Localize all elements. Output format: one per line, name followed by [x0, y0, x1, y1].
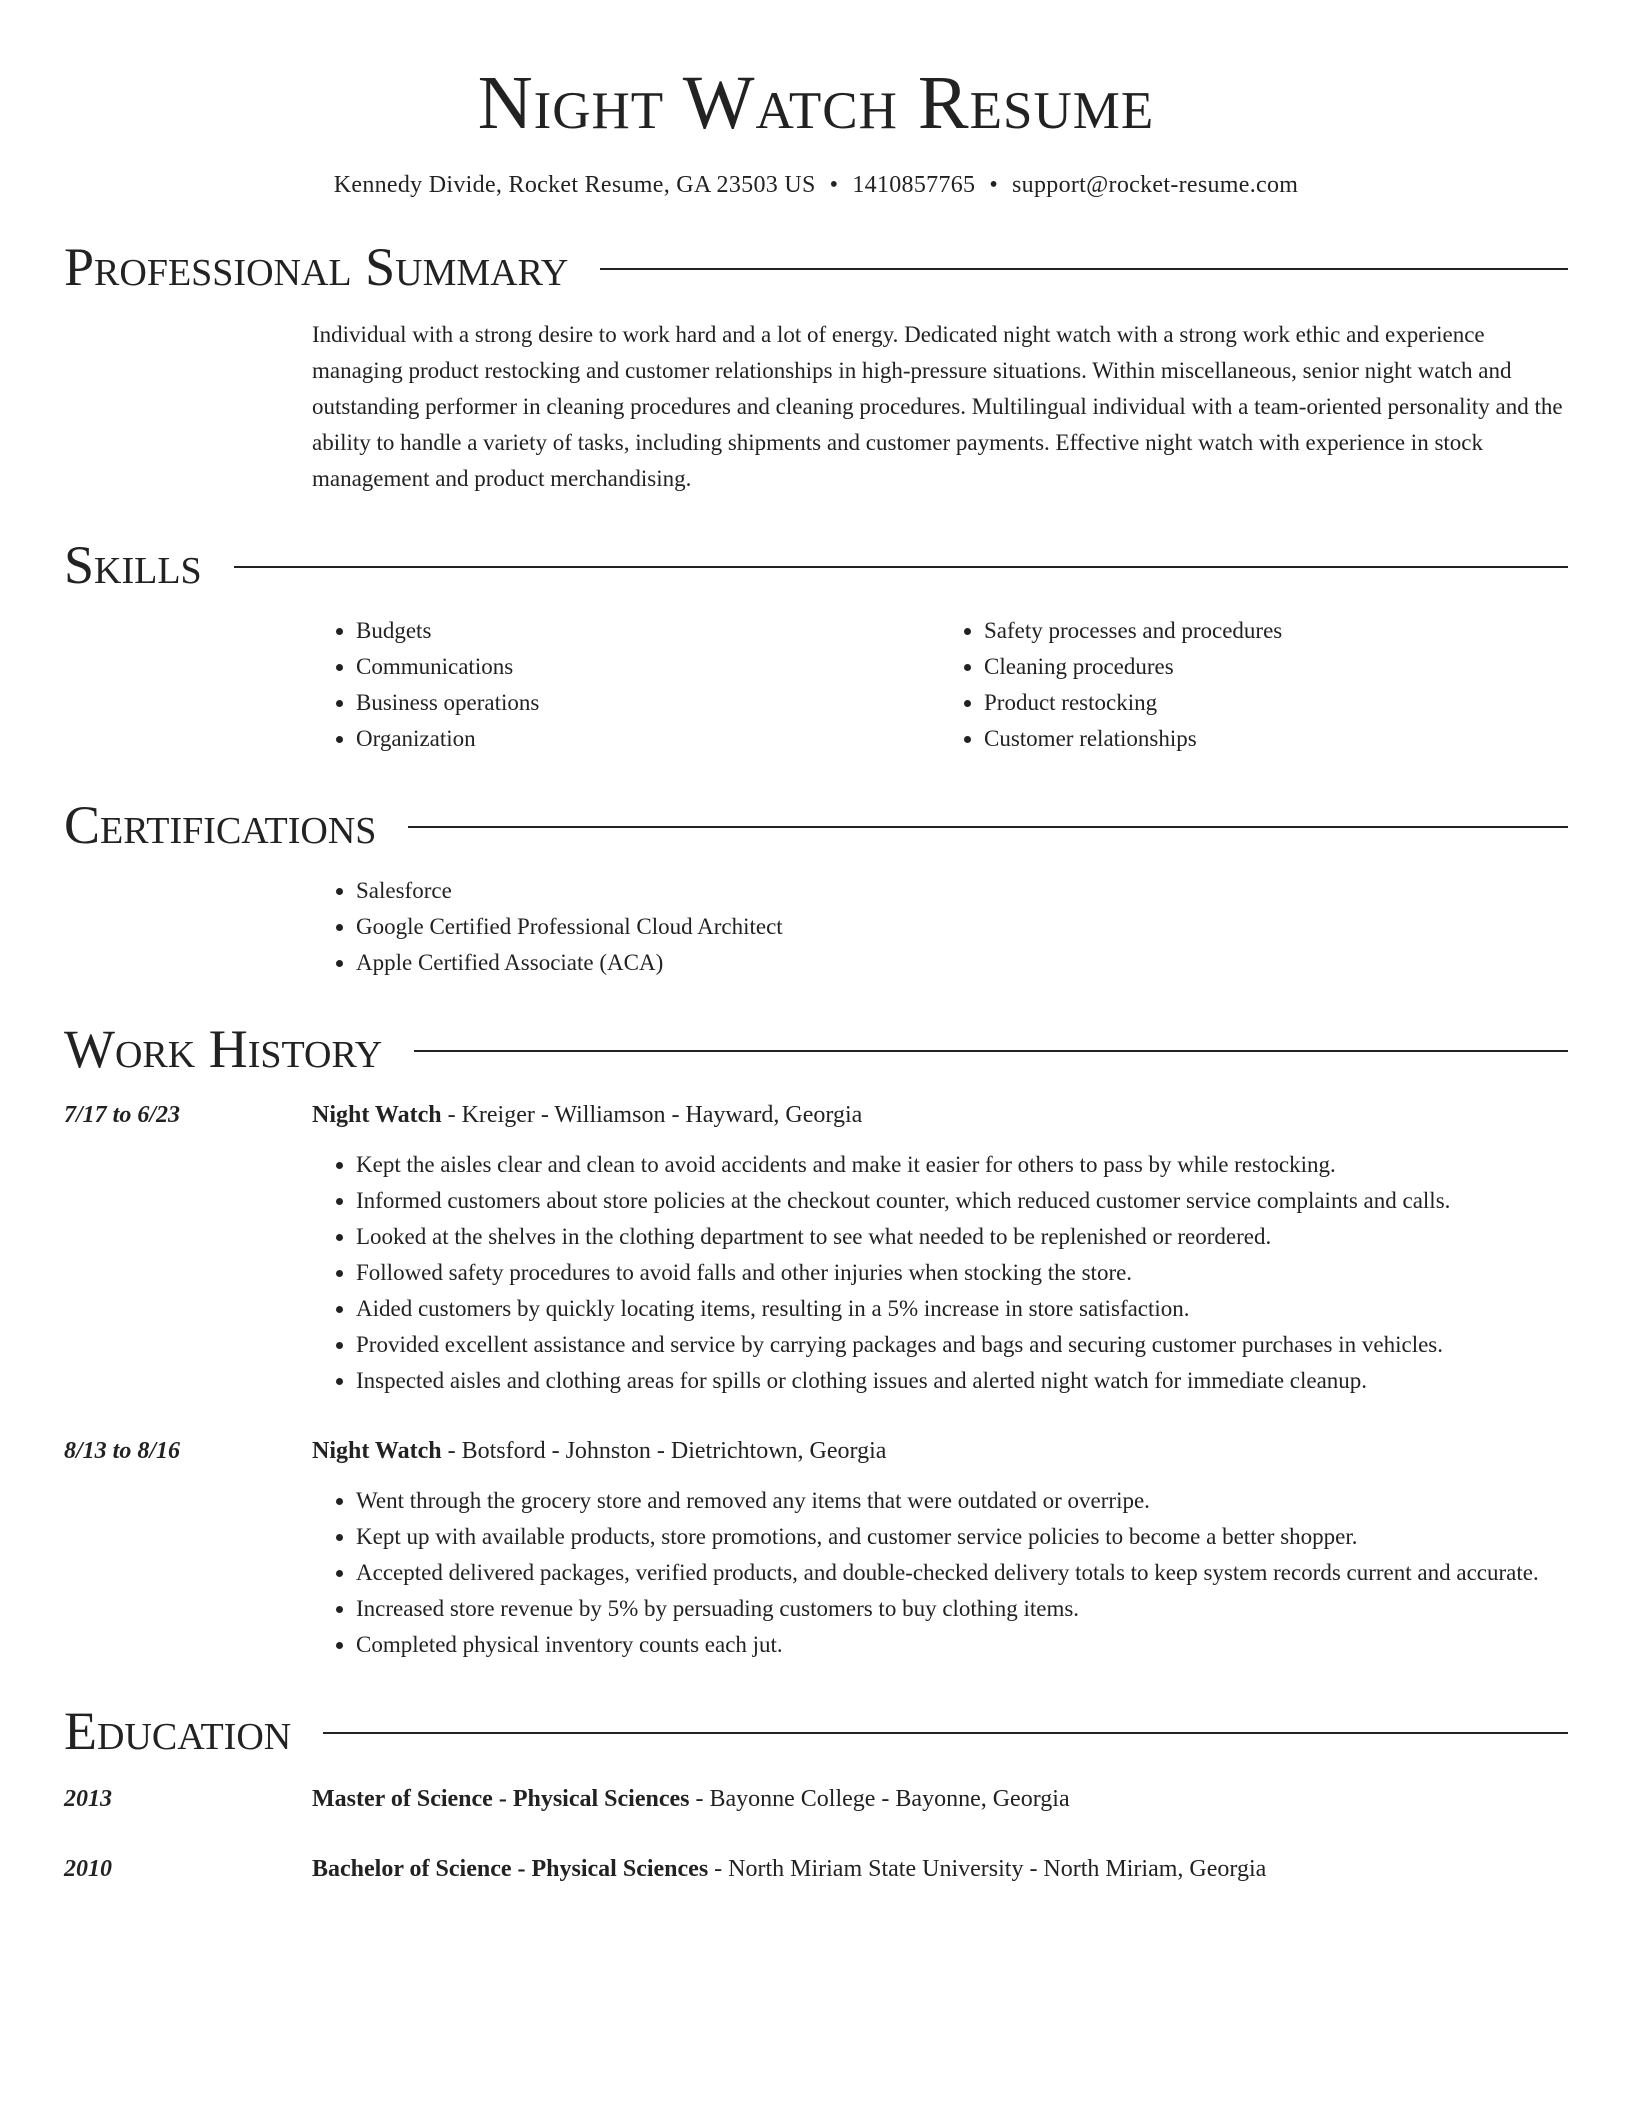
contact-line — [64, 172, 1568, 199]
skill-item: • Product restocking — [984, 685, 1568, 721]
job-duty: • Followed safety procedures to avoid falls and other injuries when stocking the store. — [356, 1255, 1568, 1291]
contact-phone: 1410857765 — [852, 172, 976, 198]
job-details: - Kreiger - Williamson - Hayward, Georgia — [441, 1102, 863, 1128]
skills-section-header — [64, 533, 1568, 597]
job-title: Night Watch — [312, 1438, 442, 1464]
education-year: 2010 — [64, 1856, 112, 1882]
resume-title: Night Watch Resume — [477, 61, 1155, 145]
job-header — [64, 1097, 1568, 1133]
job-dates: 7/17 to 6/23 — [64, 1102, 181, 1128]
summary-text: Individual with a strong desire to work hard and a lot of energy. Dedicated night watch with a strong work ethic and experience managing product restocking and customer relationships in high-pressure situations. Within miscellaneous, senior night watch and outstanding performer in cleaning procedures and cleaning procedures. Multilingual individual with a team-oriented personality and the ability to handle a variety of tasks, including shipments and customer payments. Effective night watch with experience in stock management and product merchandising. — [312, 322, 1563, 491]
job-duty: • Completed physical inventory counts each jut. — [356, 1627, 1568, 1663]
education-details: - North Miriam State University - North Miriam, Georgia — [708, 1856, 1267, 1882]
skill-item: • Business operations — [356, 685, 940, 721]
skills-heading: Skills — [64, 535, 202, 595]
contact-address: Kennedy Divide, Rocket Resume, GA 23503 US — [333, 172, 816, 198]
job-dates: 8/13 to 8/16 — [64, 1438, 181, 1464]
summary-section-header — [64, 235, 1568, 299]
job-heading-line — [312, 1097, 862, 1133]
job-duties — [312, 1147, 1568, 1399]
job-details: - Botsford - Johnston - Dietrichtown, Georgia — [441, 1438, 887, 1464]
certifications-items — [312, 873, 1568, 981]
education-section-header — [64, 1699, 1568, 1763]
section-divider — [234, 566, 1568, 568]
skill-item: • Cleaning procedures — [984, 649, 1568, 685]
skill-item: • Safety processes and procedures — [984, 613, 1568, 649]
job-duties-list — [312, 1147, 1568, 1399]
job-duty: • Provided excellent assistance and service by carrying packages and bags and securing customer purchases in vehicles. — [356, 1327, 1568, 1363]
education-line — [312, 1851, 1266, 1887]
job-duty: • Accepted delivered packages, verified products, and double-checked delivery totals to keep system records current and accurate. — [356, 1555, 1568, 1591]
job-header — [64, 1433, 1568, 1469]
job-duty: • Went through the grocery store and removed any items that were outdated or overripe. — [356, 1483, 1568, 1519]
contact-separator: • — [989, 172, 999, 198]
education-degree: Bachelor of Science - Physical Sciences — [312, 1856, 709, 1882]
job-duty: • Increased store revenue by 5% by persuading customers to buy clothing items. — [356, 1591, 1568, 1627]
education-list — [64, 1781, 1568, 1887]
job-duty: • Kept the aisles clear and clean to avoid accidents and make it easier for others to pass by while restocking. — [356, 1147, 1568, 1183]
job-title: Night Watch — [312, 1102, 442, 1128]
skill-item: • Organization — [356, 721, 940, 757]
job-duty: • Aided customers by quickly locating items, resulting in a 5% increase in store satisfaction. — [356, 1291, 1568, 1327]
certification-item: • Salesforce — [356, 873, 1568, 909]
job-duty: • Informed customers about store policies at the checkout counter, which reduced customer service complaints and calls. — [356, 1183, 1568, 1219]
certifications-section-header — [64, 793, 1568, 857]
job-duties — [312, 1483, 1568, 1663]
education-year: 2013 — [64, 1786, 112, 1812]
work-heading: Work History — [64, 1019, 383, 1079]
certification-item: • Apple Certified Associate (ACA) — [356, 945, 1568, 981]
skills-column-left — [312, 613, 940, 757]
section-divider — [408, 826, 1568, 828]
certifications-heading: Certifications — [64, 795, 377, 855]
contact-separator: • — [829, 172, 839, 198]
job-duties-list — [312, 1483, 1568, 1663]
work-section-header — [64, 1017, 1568, 1081]
job-duty: • Kept up with available products, store promotions, and customer service policies to become a better shopper. — [356, 1519, 1568, 1555]
skills-column-right — [940, 613, 1568, 757]
education-degree: Master of Science - Physical Sciences — [312, 1786, 690, 1812]
education-entry — [64, 1781, 1568, 1817]
education-entry — [64, 1851, 1568, 1887]
job-duty: • Looked at the shelves in the clothing department to see what needed to be replenished or reordered. — [356, 1219, 1568, 1255]
contact-email: support@rocket-resume.com — [1012, 172, 1299, 198]
job-heading-line — [312, 1433, 886, 1469]
job-entry — [64, 1433, 1568, 1663]
job-entry — [64, 1097, 1568, 1399]
skill-item: • Communications — [356, 649, 940, 685]
section-divider — [414, 1050, 1568, 1052]
certification-item: • Google Certified Professional Cloud Architect — [356, 909, 1568, 945]
skill-item: • Customer relationships — [984, 721, 1568, 757]
education-line — [312, 1781, 1070, 1817]
skill-item: • Budgets — [356, 613, 940, 649]
certifications-list — [312, 873, 1568, 981]
job-duty: • Inspected aisles and clothing areas for spills or clothing issues and alerted night watch for immediate cleanup. — [356, 1363, 1568, 1399]
summary-heading: Professional Summary — [64, 237, 569, 297]
education-heading: Education — [64, 1701, 292, 1761]
education-details: - Bayonne College - Bayonne, Georgia — [689, 1786, 1070, 1812]
skills-list — [312, 613, 1568, 757]
section-divider — [600, 268, 1568, 270]
section-divider — [323, 1732, 1568, 1734]
